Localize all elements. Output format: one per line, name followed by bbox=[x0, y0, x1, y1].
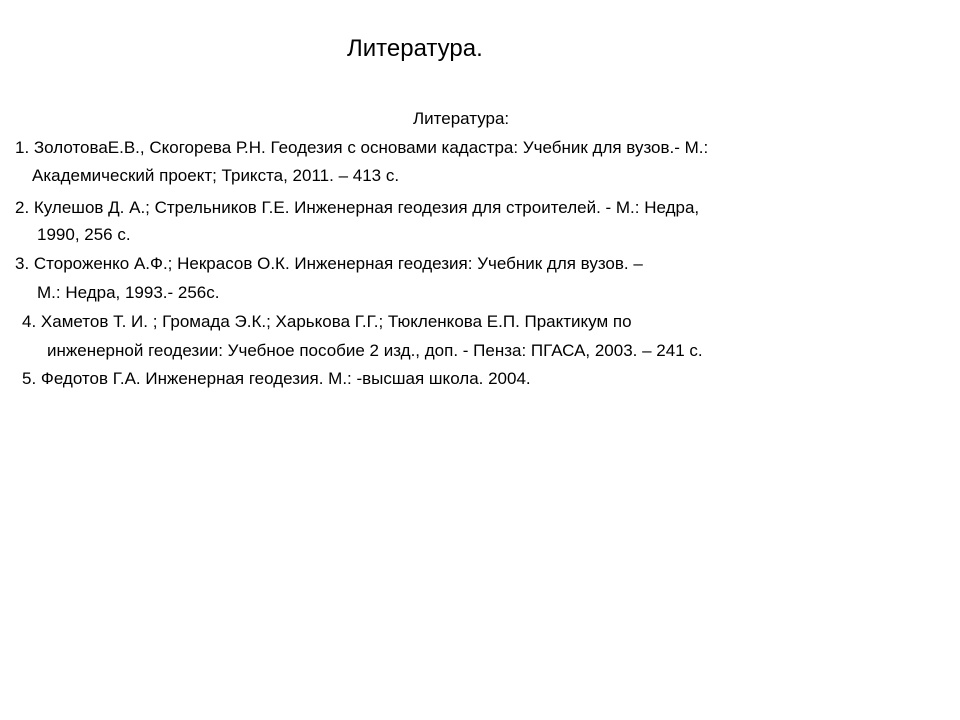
reference-2-line-2: 1990, 256 с. bbox=[37, 225, 131, 244]
reference-3-line-2: М.: Недра, 1993.- 256с. bbox=[37, 283, 220, 302]
reference-2-line-1: 2. Кулешов Д. А.; Стрельников Г.Е. Инженерная геодезия для строителей. - М.: Недра, bbox=[15, 198, 700, 217]
reference-3-line-1: 3. Стороженко А.Ф.; Некрасов О.К. Инженерная геодезия: Учебник для вузов. – bbox=[15, 254, 643, 273]
reference-4-line-2: инженерной геодезии: Учебное пособие 2 изд., доп. - Пенза: ПГАСА, 2003. – 241 с. bbox=[47, 341, 703, 360]
reference-4-line-1: 4. Хаметов Т. И. ; Громада Э.К.; Харькова Г.Г.; Тюкленкова Е.П. Практикум по bbox=[22, 312, 632, 331]
references-heading: Литература: bbox=[413, 109, 510, 128]
reference-1-line-1: 1. ЗолотоваЕ.В., Скогорева Р.Н. Геодезия с основами кадастра: Учебник для вузов.- М.: bbox=[15, 138, 709, 157]
reference-5-line-1: 5. Федотов Г.А. Инженерная геодезия. М.: -высшая школа. 2004. bbox=[22, 369, 531, 388]
reference-1-line-2: Академический проект; Трикста, 2011. – 413 с. bbox=[32, 166, 400, 185]
slide-title: Литература. bbox=[347, 35, 483, 62]
